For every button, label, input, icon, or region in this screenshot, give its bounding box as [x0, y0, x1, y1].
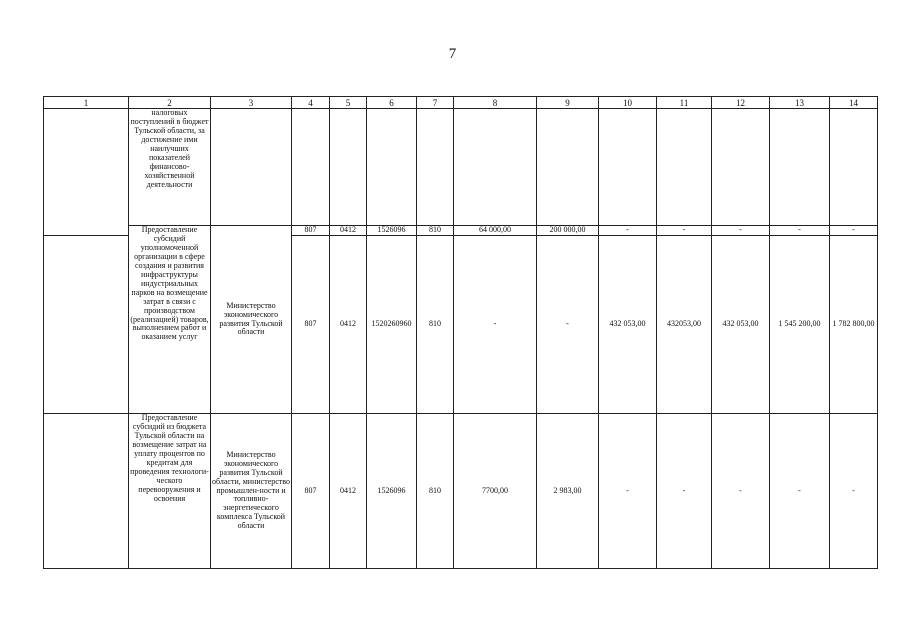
row1-col6 [367, 109, 417, 226]
row3-col7: 810 [417, 414, 454, 569]
row2-sub-col7: 810 [417, 226, 454, 236]
row1-col12 [712, 109, 770, 226]
row1-col3 [211, 109, 292, 226]
row1-col14 [830, 109, 878, 226]
header-cell: 6 [367, 97, 417, 109]
row1-col9 [537, 109, 599, 226]
table-row [44, 414, 878, 569]
table-row [44, 226, 878, 236]
header-cell: 8 [454, 97, 537, 109]
budget-table [43, 96, 878, 569]
row2-col1 [44, 236, 129, 414]
row3-ministry: Министерство экономического развития Тульской области, министерство промышлен-ности и топливно-энергетического комплекса Тульской области [211, 414, 292, 569]
header-cell: 3 [211, 97, 292, 109]
row1-col4 [292, 109, 330, 226]
row3-col13: - [770, 414, 830, 569]
row1-col5 [330, 109, 367, 226]
row2-col5: 0412 [330, 236, 367, 414]
row2-ministry: Министерство экономического развития Тульской области [211, 226, 292, 414]
row2-sub-col5: 0412 [330, 226, 367, 236]
row3-col1 [44, 414, 129, 569]
header-cell: 4 [292, 97, 330, 109]
row2-sub-col9: 200 000,00 [537, 226, 599, 236]
row2-col7: 810 [417, 236, 454, 414]
header-cell: 5 [330, 97, 367, 109]
table-row [44, 109, 878, 226]
row3-col4: 807 [292, 414, 330, 569]
row3-col6: 1526096 [367, 414, 417, 569]
row1-col11 [657, 109, 712, 226]
row2-col10: 432 053,00 [599, 236, 657, 414]
header-cell: 10 [599, 97, 657, 109]
row2-col8: - [454, 236, 537, 414]
row2-sub-col11: - [657, 226, 712, 236]
header-cell: 9 [537, 97, 599, 109]
row3-col12: - [712, 414, 770, 569]
row3-col9: 2 983,00 [537, 414, 599, 569]
header-cell: 11 [657, 97, 712, 109]
row2-col14: 1 782 800,00 [830, 236, 878, 414]
header-cell: 1 [44, 97, 129, 109]
row3-description: Предоставление субсидий из бюджета Тульской области на возмещение затрат на уплату процентов по кредитам для проведения технологи-ческого перевооружения и освоения [129, 414, 211, 569]
header-cell: 7 [417, 97, 454, 109]
row3-col8: 7700,00 [454, 414, 537, 569]
page-number: 7 [448, 46, 457, 62]
row3-col10: - [599, 414, 657, 569]
row2-col4: 807 [292, 236, 330, 414]
row2-sub-col10: - [599, 226, 657, 236]
header-row [44, 97, 878, 109]
row2-sub-col6: 1526096 [367, 226, 417, 236]
row2-sub-col4: 807 [292, 226, 330, 236]
row2-col6: 1520260960 [367, 236, 417, 414]
row2-col9: - [537, 236, 599, 414]
row3-col11: - [657, 414, 712, 569]
row1-col10 [599, 109, 657, 226]
row3-col14: - [830, 414, 878, 569]
header-cell: 14 [830, 97, 878, 109]
row1-col7 [417, 109, 454, 226]
header-cell: 12 [712, 97, 770, 109]
header-cell: 2 [129, 97, 211, 109]
row2-sub-col13: - [770, 226, 830, 236]
header-cell: 13 [770, 97, 830, 109]
row1-col13 [770, 109, 830, 226]
row2-col12: 432 053,00 [712, 236, 770, 414]
row1-description: налоговых поступлений в бюджет Тульской области, за достижение ими наилучших показателей финансово-хозяйственной деятельности [129, 109, 211, 226]
row2-sub-col12: - [712, 226, 770, 236]
row2-description: Предоставление субсидий уполномоченной организации в сфере создания и развития инфраструктуры индустриальных парков на возмещение затрат в связи с производством (реализацией) товаров, выполнением работ и оказанием услуг [129, 226, 211, 414]
row2-sub-col8: 64 000,00 [454, 226, 537, 236]
row2-sub-col14: - [830, 226, 878, 236]
row1-col1 [44, 109, 129, 236]
row1-col8 [454, 109, 537, 226]
row3-col5: 0412 [330, 414, 367, 569]
row2-col13: 1 545 200,00 [770, 236, 830, 414]
row2-col11: 432053,00 [657, 236, 712, 414]
